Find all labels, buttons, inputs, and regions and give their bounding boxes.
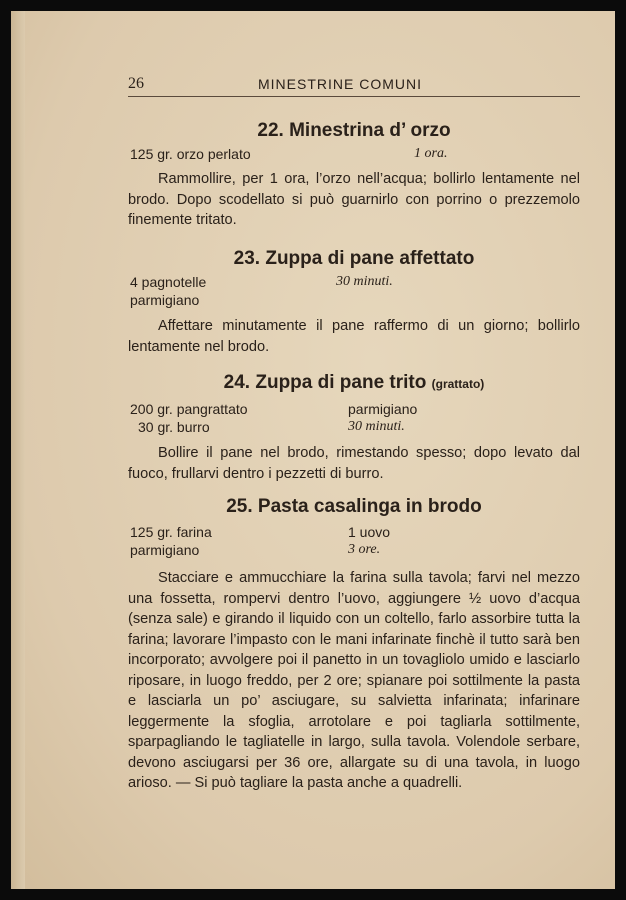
ingredient: 30 gr. burro — [138, 419, 210, 435]
cooking-time: 3 ore. — [348, 542, 381, 557]
ingredient: 1 uovo — [348, 524, 391, 540]
book-page — [11, 11, 615, 889]
recipe-text: Stacciare e ammucchiare la farina sulla tavola; farvi nel mezzo una fossetta, rompervi dentro l’uovo, aggiungere ½ uovo d’acqua (senza sale) e girando il liquido con un coltello, farlo assorbire tutta la farina; lavorare l’impasto con le mani infarinate finchè il tutto sarà ben incorporato; avvolgere poi il panetto in un tovagliolo umido e lasciarlo riposare, in luogo freddo, per 2 ore; spianare poi sottilmente la pasta e lasciarla un po’ asciugare, su salvietta infarinata; infarinare leggermente la sfoglia, arrotolare e poi tagliarla sottilmente, sparpagliando le tagliatelle in largo, sulla tavola. Volendole serbare, devono asciugarsi per 36 ore, allargate su di una tavola, in luogo arioso. — Si può tagliare la pasta anche a quadrelli. — [128, 570, 580, 791]
page-gutter — [11, 11, 25, 889]
ingredient: 200 gr. pangrattato — [130, 401, 248, 417]
recipe-title: 22. Minestrina d’ orzo — [257, 120, 451, 141]
cooking-time: 30 minuti. — [348, 419, 405, 434]
recipe-title-note: (grattato) — [431, 377, 485, 391]
running-head: MINESTRINE COMUNI — [258, 76, 422, 92]
ingredient: parmigiano — [130, 542, 200, 558]
cooking-time: 30 minuti. — [336, 274, 393, 289]
recipe-22 — [128, 119, 580, 231]
recipe-text: Bollire il pane nel brodo, rimestando spesso; dopo levato dal fuoco, frullarvi dentro i pezzetti di burro. — [128, 445, 580, 482]
recipe-23 — [128, 247, 580, 357]
page-header — [128, 72, 580, 97]
recipe-title: 23. Zuppa di pane affettato — [233, 248, 475, 269]
ingredient-list — [128, 401, 580, 443]
recipe-25 — [128, 495, 580, 794]
ingredient: parmigiano — [348, 401, 418, 417]
recipe-24 — [128, 371, 580, 484]
ingredient-list — [128, 146, 580, 169]
ingredient-list — [128, 274, 580, 316]
ingredient: 125 gr. orzo perlato — [130, 146, 251, 162]
recipe-title — [128, 371, 580, 396]
ingredient: 4 pagnotelle — [130, 274, 207, 290]
ingredient-list — [128, 524, 580, 568]
cooking-time: 1 ora. — [414, 146, 448, 161]
recipe-text: Rammollire, per 1 ora, l’orzo nell’acqua; bollirlo lentamente nel brodo. Dopo scodellato si può guarnirlo con porrino o prezzemolo finemente tritato. — [128, 171, 580, 228]
recipe-title: 25. Pasta casalinga in brodo — [226, 496, 482, 517]
ingredient: 125 gr. farina — [130, 524, 212, 540]
recipe-title-text: 24. Zuppa di pane trito — [223, 372, 427, 393]
ingredient: parmigiano — [130, 292, 200, 308]
page-number: 26 — [128, 75, 144, 92]
recipe-text: Affettare minutamente il pane raffermo di un giorno; bollirlo lentamente nel brodo. — [128, 318, 580, 355]
